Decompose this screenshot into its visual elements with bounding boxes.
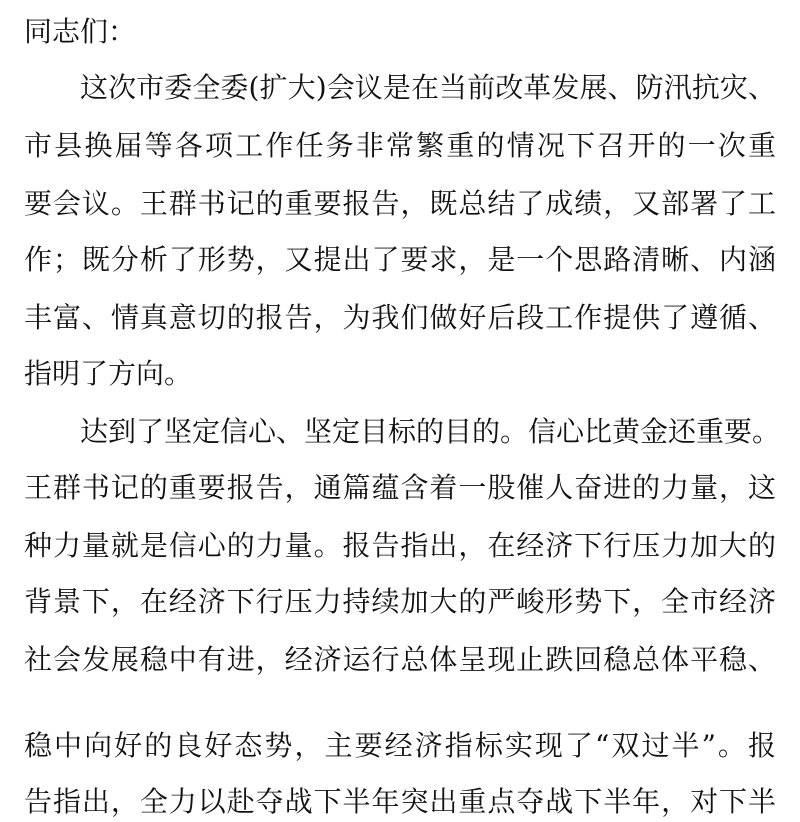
paragraph-line: 王群书记的重要报告，通篇蕴含着一股催人奋进的力量，这 [24,471,776,504]
paragraph-line: 要会议。王群书记的重要报告，既总结了成绩，又部署了工 [24,187,776,220]
paragraph-line: 指明了方向。 [24,357,193,390]
paragraph-line: 达到了坚定信心、坚定目标的目的。信心比黄金还重要。 [80,415,781,448]
paragraph-line: 种力量就是信心的力量。报告指出，在经济下行压力加大的 [24,529,776,562]
salutation-line: 同志们： [24,15,137,48]
paragraph-line: 市县换届等各项工作任务非常繁重的情况下召开的一次重 [24,129,776,162]
paragraph-line: 稳中向好的良好态势，主要经济指标实现了“双过半”。报 [24,729,776,762]
paragraph-line: 丰富、情真意切的报告，为我们做好后段工作提供了遵循、 [24,301,776,334]
paragraph-line: 背景下，在经济下行压力持续加大的严峻形势下，全市经济 [24,585,776,618]
paragraph-line: 告指出，全力以赴夺战下半年突出重点夺战下半年，对下半 [24,785,776,818]
paragraph-line: 作；既分析了形势，又提出了要求，是一个思路清晰、内涵 [24,243,776,276]
paragraph-line: 这次市委全委(扩大)会议是在当前改革发展、防汛抗灾、 [80,71,776,104]
paragraph-line: 社会发展稳中有进，经济运行总体呈现止跌回稳总体平稳、 [24,643,776,676]
